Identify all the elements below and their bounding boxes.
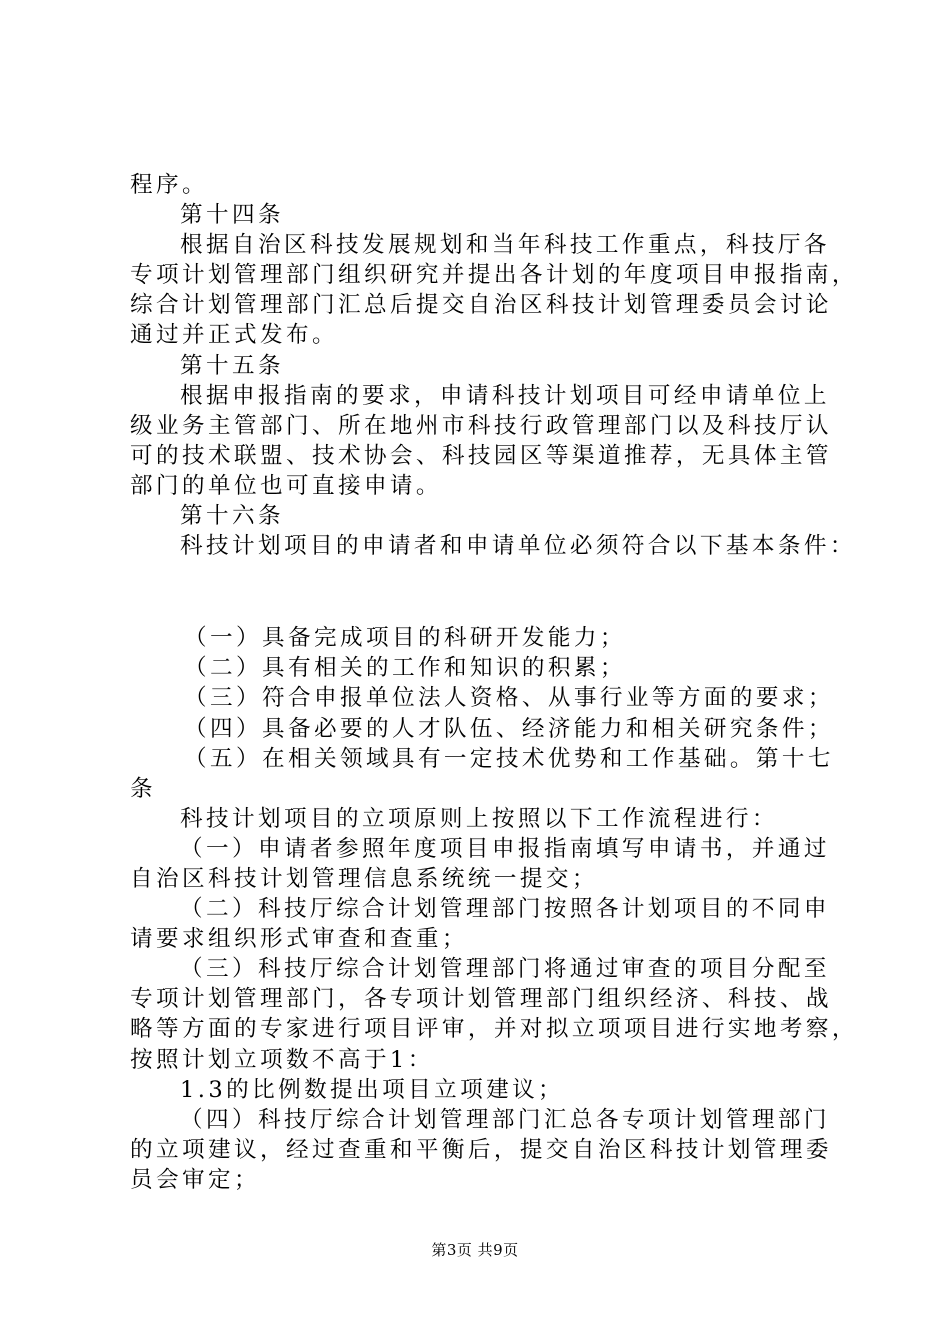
text-line-l25: （三）科技厅综合计划管理部门将通过审查的项目分配至	[180, 956, 830, 983]
text-line-l23: （二）科技厅综合计划管理部门按照各计划项目的不同申	[180, 896, 830, 923]
text-line-l16: （三）符合申报单位法人资格、从事行业等方面的要求；	[184, 685, 834, 712]
text-line-l22: 自治区科技计划管理信息系统统一提交；	[130, 865, 598, 892]
text-line-l05: 综合计划管理部门汇总后提交自治区科技计划管理委员会讨论	[130, 292, 832, 319]
text-line-l09: 级业务主管部门、所在地州市科技行政管理部门以及科技厅认	[130, 412, 832, 439]
text-line-l32: 员会审定；	[130, 1166, 260, 1193]
text-line-l10: 可的技术联盟、技术协会、科技园区等渠道推荐，无具体主管	[130, 442, 832, 469]
document-body	[130, 170, 858, 1195]
text-line-l12: 第十六条	[180, 503, 284, 530]
text-line-l01: 程序。	[130, 172, 208, 198]
text-line-l19: 条	[130, 775, 156, 802]
text-line-l24: 请要求组织形式审查和查重；	[130, 926, 468, 953]
text-line-l02: 第十四条	[180, 202, 284, 229]
text-line-l07: 第十五条	[180, 352, 284, 379]
text-line-l21: （一）申请者参照年度项目申报指南填写申请书，并通过	[180, 835, 830, 862]
text-line-l03: 根据自治区科技发展规划和当年科技工作重点，科技厅各	[180, 232, 830, 259]
text-line-l11: 部门的单位也可直接申请。	[130, 472, 442, 499]
text-line-l20: 科技计划项目的立项原则上按照以下工作流程进行：	[180, 805, 778, 832]
blank-line	[130, 577, 845, 607]
text-line-l13: 科技计划项目的申请者和申请单位必须符合以下基本条件：	[180, 533, 856, 560]
text-line-l26: 专项计划管理部门，各专项计划管理部门组织经济、科技、战	[130, 986, 832, 1013]
text-line-l04: 专项计划管理部门组织研究并提出各计划的年度项目申报指南，	[130, 262, 858, 289]
page-footer: 第3页 共9页	[431, 1241, 519, 1259]
text-line-l14: （一）具备完成项目的科研开发能力；	[184, 625, 626, 652]
text-line-l28: 按照计划立项数不高于1：	[130, 1046, 434, 1073]
text-line-l30: （四）科技厅综合计划管理部门汇总各专项计划管理部门	[180, 1106, 830, 1133]
text-line-l06: 通过并正式发布。	[130, 322, 338, 349]
text-line-l27: 略等方面的专家进行项目评审，并对拟立项项目进行实地考察，	[130, 1016, 858, 1043]
text-line-l17: （四）具备必要的人才队伍、经济能力和相关研究条件；	[184, 715, 834, 742]
text-line-l15: （二）具有相关的工作和知识的积累；	[184, 655, 626, 682]
text-line-l08: 根据申报指南的要求，申请科技计划项目可经申请单位上	[180, 382, 830, 409]
text-line-l29: 1.3的比例数提出项目立项建议；	[180, 1076, 565, 1103]
text-line-l18: （五）在相关领域具有一定技术优势和工作基础。第十七	[184, 745, 834, 772]
text-line-l31: 的立项建议，经过查重和平衡后，提交自治区科技计划管理委	[130, 1136, 832, 1163]
